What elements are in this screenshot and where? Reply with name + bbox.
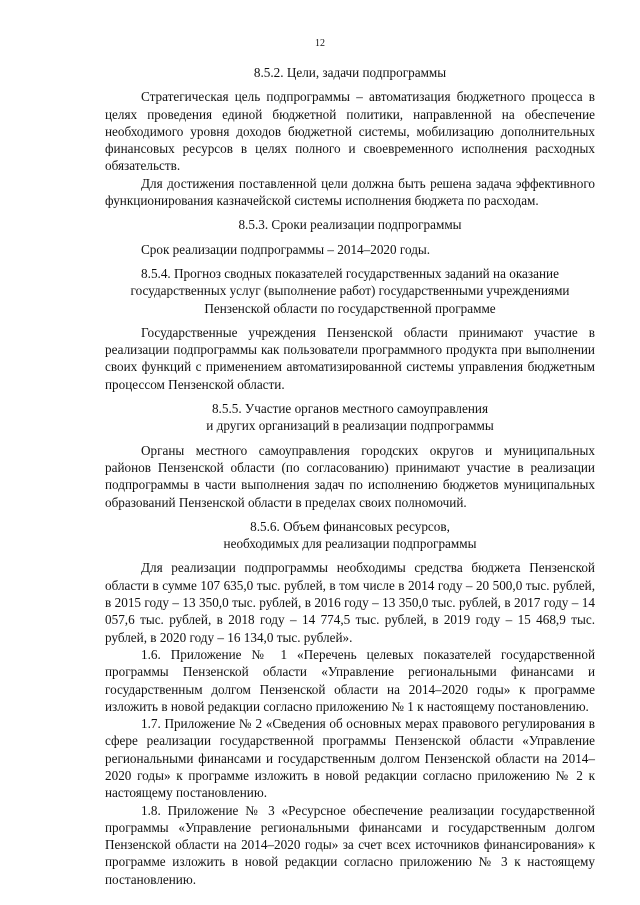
paragraph-terms: Срок реализации подпрограммы – 2014–2020 годы.	[141, 241, 431, 257]
section-heading-8-5-5	[105, 400, 595, 435]
amendment-1-8: 1.8. Приложение № 3 «Ресурсное обеспечение реализации государственной программы «Управление региональными финансами и государственным долгом Пензенской области на 2014–2020 годы» за счет всех источников финансирования» к программе изложить в новой редакции согласно приложению № 3 к настоящему постановлению.	[105, 802, 595, 887]
paragraph-local-authorities: Органы местного самоуправления городских округов и муниципальных районов Пензенской области (по согласованию) принимают участие в реализации подпрограммы в части выполнения задач по исполнению бюджетов муниципальных образований Пензенской области в пределах своих полномочий.	[105, 442, 595, 510]
document-body	[105, 64, 595, 888]
section-heading-8-5-6	[105, 518, 595, 553]
paragraph-goal: Стратегическая цель подпрограммы – автоматизация бюджетного процесса в целях проведения единой бюджетной политики, направленной на обеспечение необходимого уровня доходов бюджетной системы, мобилизацию дополнительных финансовых ресурсов в целях полного и своевременного исполнения расходных обязательств.	[105, 89, 595, 174]
section-heading-8-5-4: 8.5.4. Прогноз сводных показателей государственных заданий на оказание государственных услуг (выполнение работ) государственными учреждениями Пензенской области по государственной программе	[130, 265, 570, 316]
section-heading-8-5-2: 8.5.2. Цели, задачи подпрограммы	[253, 65, 447, 80]
paragraph-institutions: Государственные учреждения Пензенской области принимают участие в реализации подпрограммы как пользователи программного продукта при выполнении своих функций с применением автоматизированной системы управления бюджетным процессом Пензенской области.	[105, 324, 595, 392]
paragraph-financing: Для реализации подпрограммы необходимы средства бюджета Пензенской области в сумме 107 635,0 тыс. рублей, в том числе в 2014 году – 20 500,0 тыс. рублей, в 2015 году – 13 350,0 тыс. рублей, в 2016 году – 13 350,0 тыс. рублей, в 2017 году – 14 057,6 тыс. рублей, в 2018 году – 14 774,5 тыс. рублей, в 2019 году – 15 468,9 тыс. рублей, в 2020 году – 16 134,0 тыс. рублей».	[105, 560, 595, 645]
page-number: 12	[315, 38, 325, 49]
section-heading-8-5-6-line2: необходимых для реализации подпрограммы	[223, 536, 477, 552]
section-heading-8-5-3: 8.5.3. Сроки реализации подпрограммы	[238, 217, 462, 233]
paragraph-task: Для достижения поставленной цели должна быть решена задача эффективного функционирования казначейской системы исполнения бюджета по расходам.	[105, 175, 595, 209]
amendment-1-7: 1.7. Приложение № 2 «Сведения об основных мерах правового регулирования в сфере реализации государственной программы Пензенской области «Управление региональными финансами и государственным долгом Пензенской области на 2014–2020 годы» к программе изложить в новой редакции согласно приложению № 2 к настоящему постановлению.	[105, 716, 595, 801]
section-heading-8-5-5-line1: 8.5.5. Участие органов местного самоуправления	[211, 401, 489, 417]
section-heading-8-5-6-line1: 8.5.6. Объем финансовых ресурсов,	[250, 518, 450, 534]
section-heading-8-5-5-line2: и других организаций в реализации подпрограммы	[206, 418, 494, 434]
amendment-1-6: 1.6. Приложение № 1 «Перечень целевых показателей государственной программы Пензенской области «Управление региональными финансами и государственным долгом Пензенской области на 2014–2020 годы» к программе изложить в новой редакции согласно приложению № 1 к настоящему постановлению.	[105, 646, 595, 714]
